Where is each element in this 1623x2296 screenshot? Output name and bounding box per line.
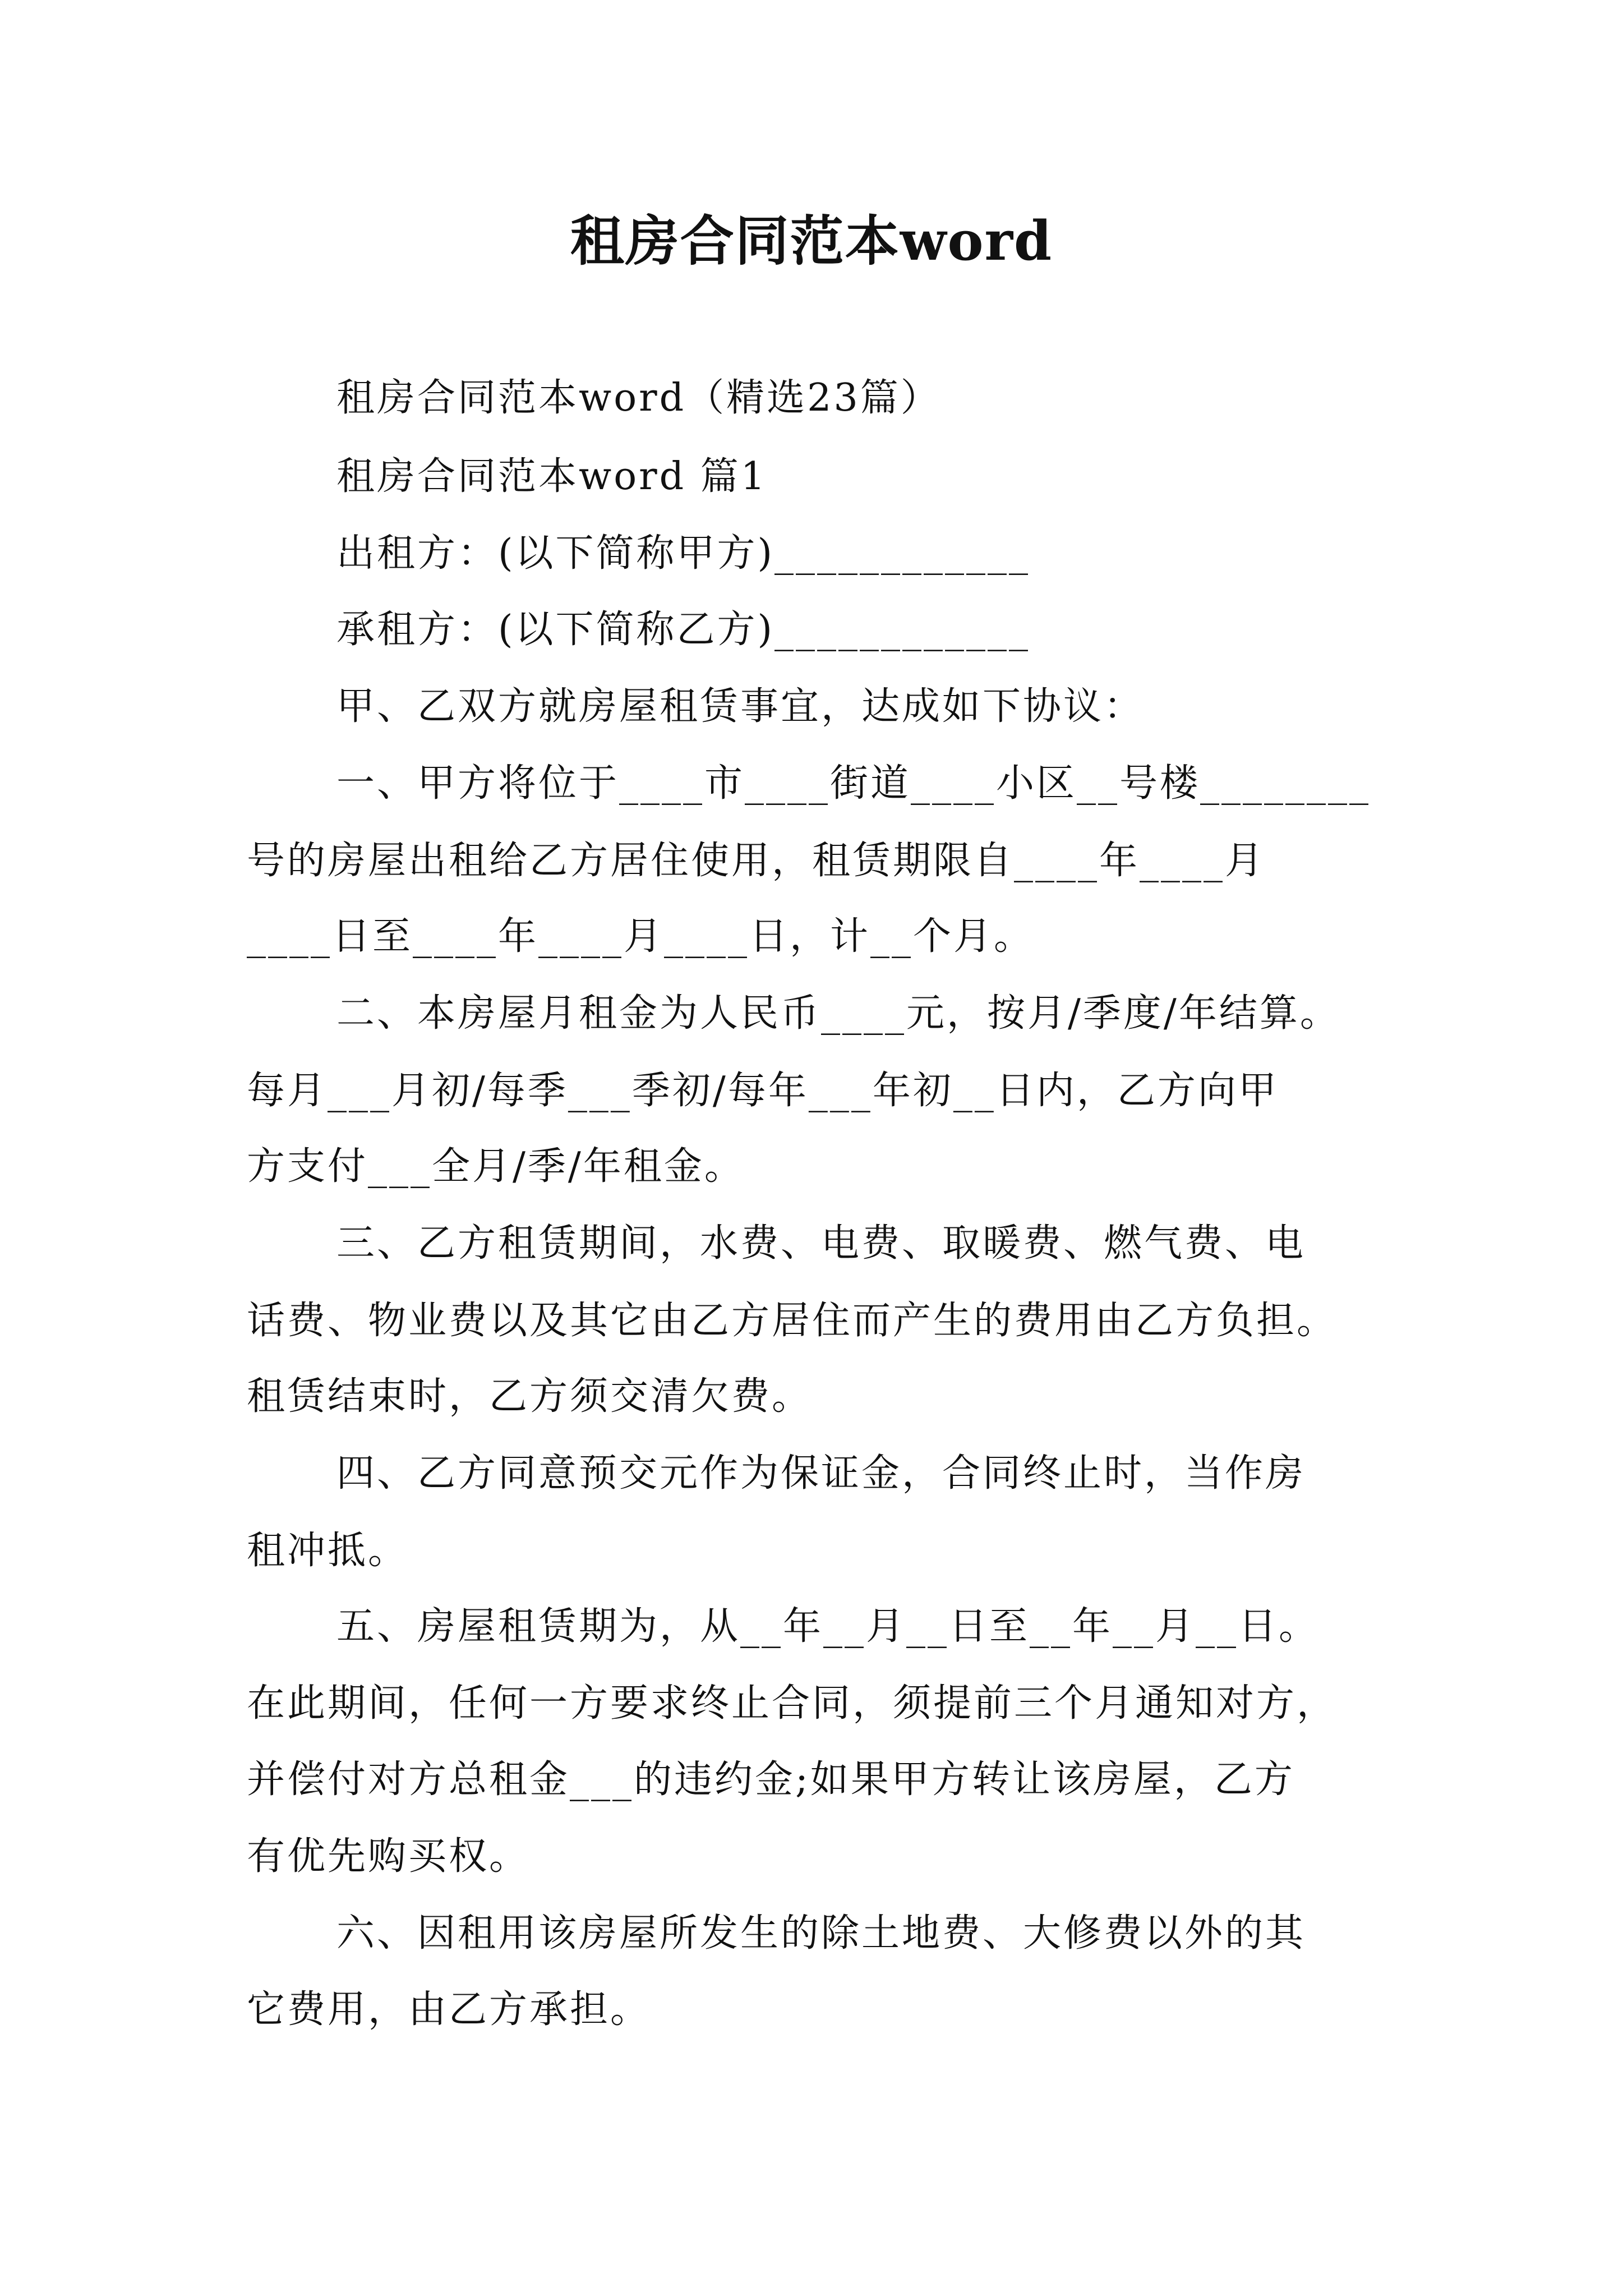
clause-4-line-2: 租冲抵。 <box>247 1529 409 1573</box>
clause-4-line-1: 四、乙方同意预交元作为保证金，合同终止时，当作房 <box>336 1451 1306 1496</box>
clause-1-line-3: ____日至____年____月____日，计__个月。 <box>247 914 1035 959</box>
clause-2-line-1: 二、本房屋月租金为人民币____元，按月/季度/年结算。 <box>336 991 1340 1036</box>
clause-2-line-2: 每月___月初/每季___季初/每年___年初__日内，乙方向甲 <box>247 1069 1279 1113</box>
agreement-intro: 甲、乙双方就房屋租赁事宜，达成如下协议： <box>336 684 1145 729</box>
clause-3-line-1: 三、乙方租赁期间，水费、电费、取暖费、燃气费、电 <box>336 1221 1306 1266</box>
clause-5-line-3: 并偿付对方总租金___的违约金;如果甲方转让该房屋，乙方 <box>247 1757 1295 1802</box>
lessee-line: 承租方：(以下简称乙方)____________ <box>336 608 1031 652</box>
clause-3-line-2: 话费、物业费以及其它由乙方居住而产生的费用由乙方负担。 <box>247 1299 1338 1343</box>
clause-6-line-1: 六、因租用该房屋所发生的除土地费、大修费以外的其 <box>336 1911 1306 1955</box>
clause-5-line-4: 有优先购买权。 <box>247 1834 530 1879</box>
clause-1-line-2: 号的房屋出租给乙方居住使用，租赁期限自____年____月 <box>247 839 1266 883</box>
lessor-line: 出租方：(以下简称甲方)____________ <box>336 531 1031 576</box>
section-heading: 租房合同范本word 篇1 <box>336 454 768 499</box>
clause-5-line-1: 五、房屋租赁期为，从__年__月__日至__年__月__日。 <box>336 1604 1320 1649</box>
clause-6-line-2: 它费用，由乙方承担。 <box>247 1987 651 2032</box>
clause-2-line-3: 方支付___全月/季/年租金。 <box>247 1144 745 1189</box>
clause-1-line-1: 一、甲方将位于____市____街道____小区__号楼________ <box>336 761 1371 806</box>
clause-5-line-2: 在此期间，任何一方要求终止合同，须提前三个月通知对方， <box>247 1681 1338 1726</box>
document-title: 租房合同范本word <box>570 209 1053 273</box>
clause-3-line-3: 租赁结束时，乙方须交清欠费。 <box>247 1374 813 1419</box>
subtitle-line: 租房合同范本word（精选23篇） <box>336 376 941 420</box>
